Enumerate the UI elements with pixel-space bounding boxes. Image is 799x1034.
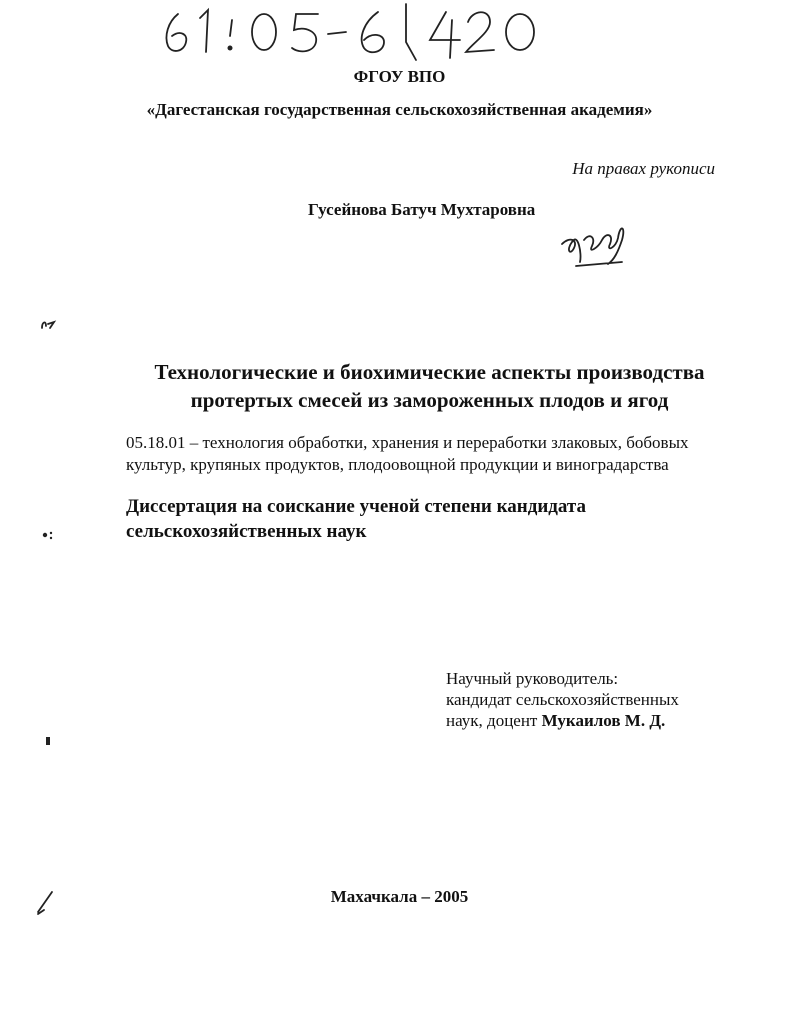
author-name: Гусейнова Батуч Мухтаровна [308, 200, 536, 219]
margin-speck [38, 316, 58, 332]
dissertation-title [60, 358, 799, 414]
institution-name: ФГОУ ВПО [353, 67, 446, 86]
supervisor-rank-1: кандидат сельскохозяйственных [446, 690, 679, 709]
academy-name: «Дагестанская государственная сельскохозяйственная академия» [146, 100, 653, 119]
specialty-line-2: культур, крупяных продуктов, плодоовощной продукции и виноградарства [126, 455, 669, 474]
supervisor-name: Мукаилов М. Д. [541, 711, 666, 730]
place-and-year: Махачкала – 2005 [330, 887, 469, 906]
handwritten-archive-number [160, 2, 560, 62]
degree-line-2: сельскохозяйственных наук [126, 521, 367, 542]
supervisor-label: Научный руководитель: [446, 669, 619, 688]
author-signature [556, 214, 632, 270]
manuscript-rights-note: На правах рукописи [572, 159, 715, 178]
specialty-line-1: 05.18.01 – технология обработки, хранения и переработки злаковых, бобовых [126, 433, 689, 452]
specialty-code [126, 432, 726, 476]
supervisor-rank-2: наук, доцент [446, 711, 538, 730]
margin-speck [42, 734, 54, 748]
title-line-1: Технологические и биохимические аспекты производства [154, 360, 705, 384]
title-line-2: протертых смесей из замороженных плодов и ягод [190, 388, 669, 412]
degree-statement [126, 494, 726, 544]
degree-line-1: Диссертация на соискание ученой степени кандидата [126, 496, 586, 517]
margin-speck [40, 528, 56, 542]
supervisor-block [446, 668, 766, 731]
